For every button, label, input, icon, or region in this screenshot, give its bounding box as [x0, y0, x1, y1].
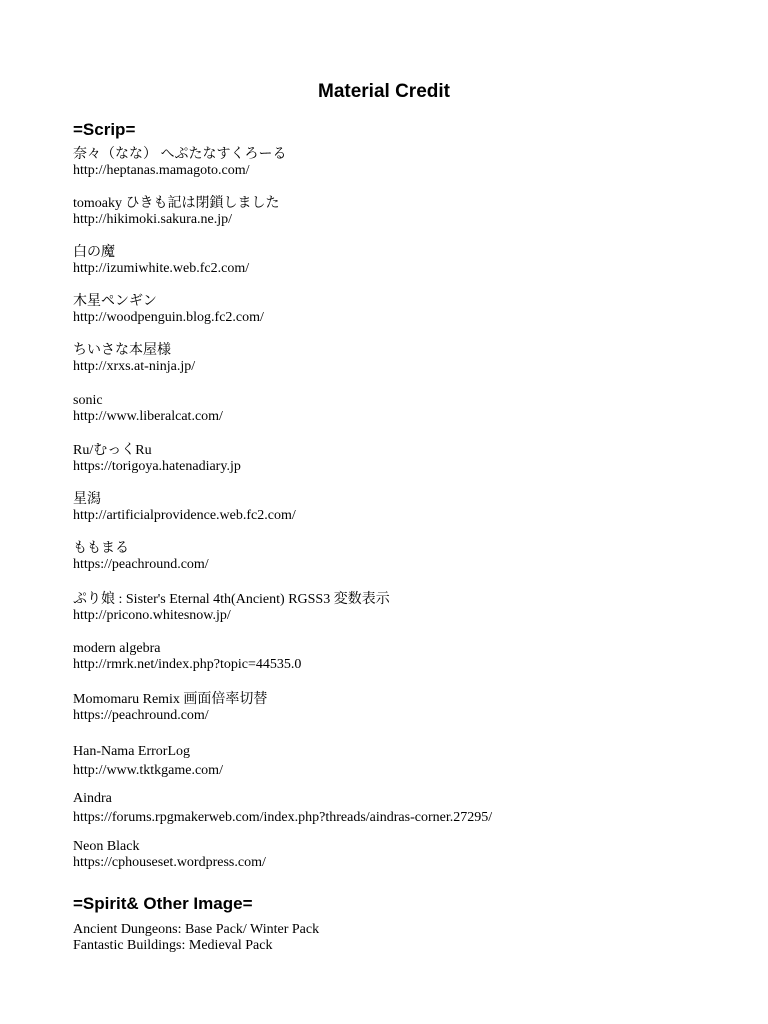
credit-url[interactable]: http://www.liberalcat.com/: [73, 409, 223, 424]
credit-entry: [73, 641, 753, 673]
credit-name: ちいさな本屋様: [73, 343, 171, 358]
credit-name: Ru/むっくRu: [73, 443, 152, 458]
credit-url[interactable]: http://artificialprovidence.web.fc2.com/: [73, 508, 296, 523]
credit-entry: [73, 692, 753, 724]
credit-entry: [73, 343, 753, 375]
credit-url[interactable]: https://peachround.com/: [73, 708, 209, 723]
credit-entry: [73, 592, 753, 624]
credit-entry: [73, 744, 753, 779]
credit-name: ももまる: [73, 541, 129, 556]
credit-name: tomoaky ひきも記は閉鎖しました: [73, 196, 280, 211]
page-title: Material Credit: [318, 81, 450, 102]
credit-url[interactable]: https://forums.rpgmakerweb.com/index.php?threads/aindras-corner.27295/: [73, 810, 493, 825]
credit-name: 奈々（なな） へぷたなすくろーる: [73, 147, 287, 162]
credit-url[interactable]: http://rmrk.net/index.php?topic=44535.0: [73, 657, 302, 672]
credit-entry: [73, 492, 753, 524]
credit-url[interactable]: http://izumiwhite.web.fc2.com/: [73, 261, 250, 276]
credit-name: Han-Nama ErrorLog: [73, 744, 191, 759]
credit-entry: [73, 443, 753, 475]
credit-name: sonic: [73, 393, 103, 408]
credit-entry: [73, 294, 753, 326]
credit-name: Neon Black: [73, 839, 140, 854]
credit-url[interactable]: http://xrxs.at-ninja.jp/: [73, 359, 196, 374]
credit-url[interactable]: http://pricono.whitesnow.jp/: [73, 608, 231, 623]
credit-name: 白の魔: [73, 245, 115, 260]
credit-name: 木星ペンギン: [73, 294, 157, 309]
credit-url[interactable]: https://cphouseset.wordpress.com/: [73, 855, 266, 870]
credit-entry: [73, 541, 753, 573]
credit-entry: [73, 839, 753, 871]
credit-entry: [73, 791, 753, 826]
credit-name: ぷり娘 : Sister's Eternal 4th(Ancient) RGSS3 変数表示: [73, 592, 390, 607]
credit-url[interactable]: http://hikimoki.sakura.ne.jp/: [73, 212, 233, 227]
credit-url[interactable]: http://heptanas.mamagoto.com/: [73, 163, 250, 178]
credit-name: Fantastic Buildings: Medieval Pack: [73, 938, 273, 953]
credit-url[interactable]: http://www.tktkgame.com/: [73, 763, 223, 778]
credit-url[interactable]: https://torigoya.hatenadiary.jp: [73, 459, 241, 474]
section-heading-spirit: =Spirit& Other Image=: [73, 894, 253, 913]
credit-name: 星潟: [73, 492, 101, 507]
credit-entry: [73, 245, 753, 277]
section-heading-scrip: =Scrip=: [73, 120, 136, 139]
credit-entry: [73, 922, 753, 954]
credit-entry: [73, 196, 753, 228]
credit-entry: [73, 393, 753, 425]
credit-name: Ancient Dungeons: Base Pack/ Winter Pack: [73, 922, 320, 937]
credit-url[interactable]: https://peachround.com/: [73, 557, 209, 572]
credit-name: modern algebra: [73, 641, 161, 656]
credit-name: Momomaru Remix 画面倍率切替: [73, 692, 268, 707]
credit-url[interactable]: http://woodpenguin.blog.fc2.com/: [73, 310, 264, 325]
credit-entry: [73, 147, 753, 179]
credit-name: Aindra: [73, 791, 112, 806]
